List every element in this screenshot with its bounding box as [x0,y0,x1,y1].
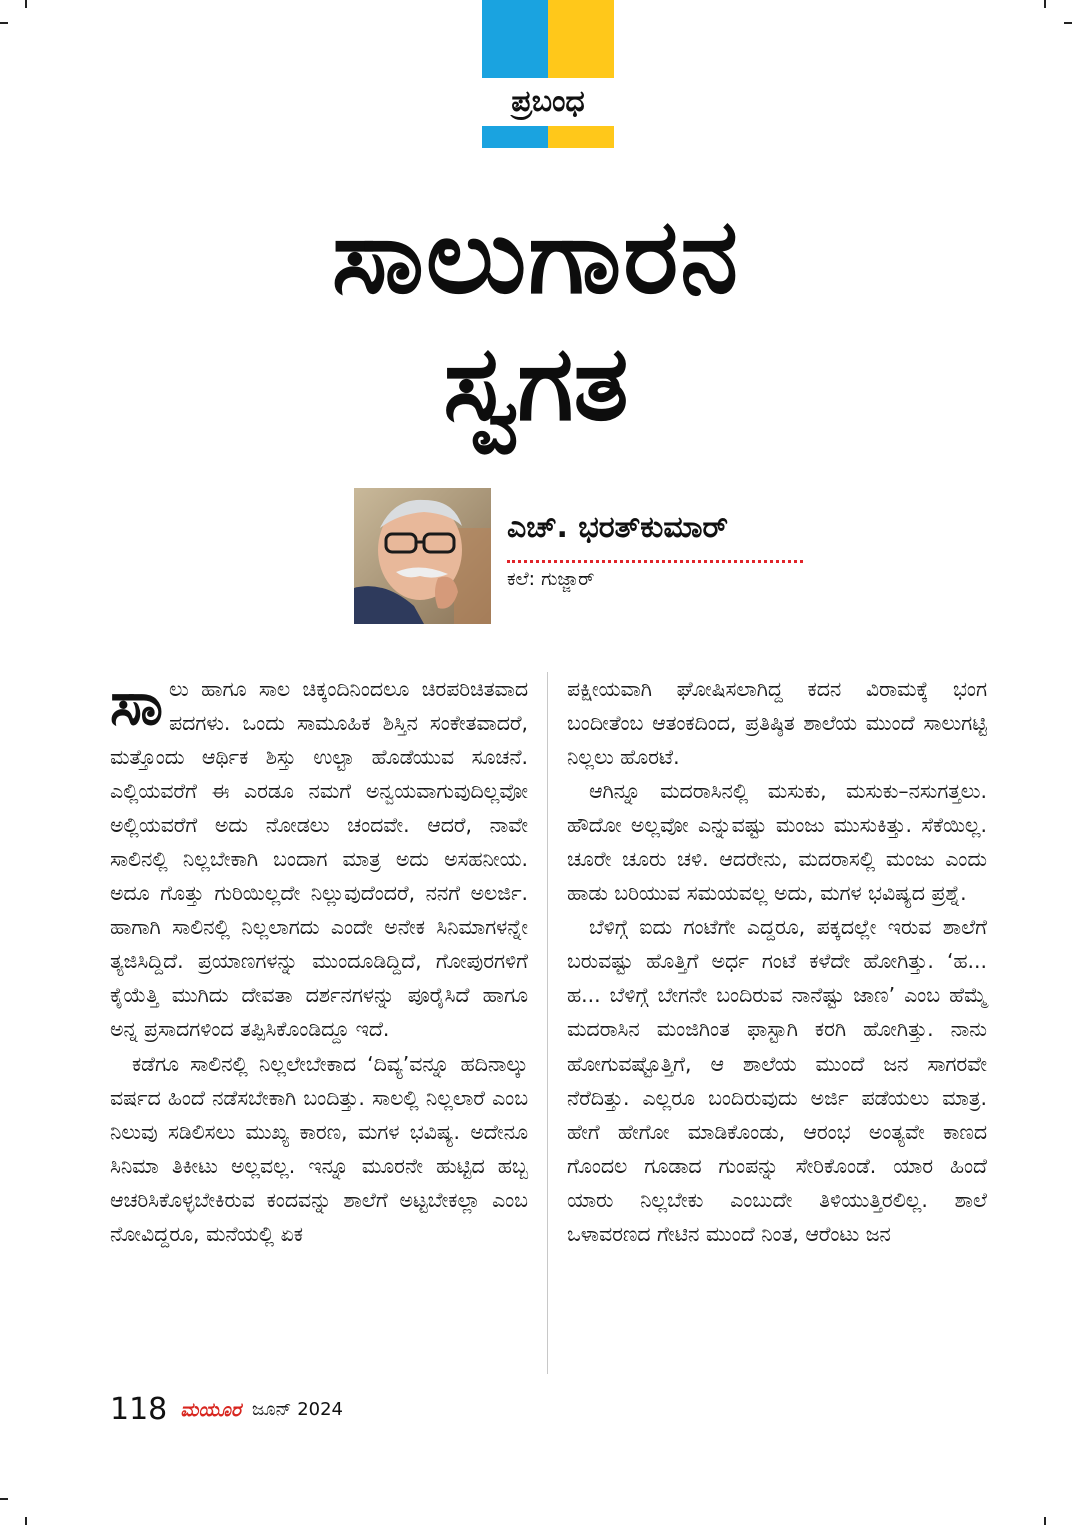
section-label: ಪ್ರಬಂಧ [482,78,614,126]
author-photo [354,488,491,624]
article-column-right [567,672,987,1251]
badge-yellow-strip [548,126,614,148]
crop-mark [0,1498,8,1500]
crop-mark [1044,0,1046,8]
article-title-line2: ಸ್ವಗತ [443,322,629,444]
crop-mark [1064,22,1072,24]
issue-date: ಜೂನ್ 2024 [252,1399,343,1420]
article-title-line1: ಸಾಲುಗಾರನ [331,195,741,317]
artist-credit: ಕಲೆ: ಗುಜ್ಜಾರ್ [507,568,595,590]
page-footer [110,1392,343,1427]
crop-mark [25,1517,27,1525]
paragraph-text: ಲು ಹಾಗೂ ಸಾಲ ಚಿಕ್ಕಂದಿನಿಂದಲೂ ಚಿರಪರಿಚಿತವಾದ ಪದಗಳು. ಒಂದು ಸಾಮೂಹಿಕ ಶಿಸ್ತಿನ ಸಂಕೇತವಾದರೆ, ಮತ್ತೊಂದು ಆರ್ಥಿಕ ಶಿಸ್ತು ಉಲ್ಟಾ ಹೊಡೆಯುವ ಸೂಚನೆ. ಎಲ್ಲಿಯವರೆಗೆ ಈ ಎರಡೂ ನಮಗೆ ಅನ್ವಯವಾಗುವುದಿಲ್ಲವೋ ಅಲ್ಲಿಯವರೆಗೆ ಅದು ನೋಡಲು ಚಂದವೇ. ಆದರೆ, ನಾವೇ ಸಾಲಿನಲ್ಲಿ ನಿಲ್ಲಬೇಕಾಗಿ ಬಂದಾಗ ಮಾತ್ರ ಅದು ಅಸಹನೀಯ. ಅದೂ ಗೊತ್ತು ಗುರಿಯಿಲ್ಲದೇ ನಿಲ್ಲುವುದೆಂದರೆ, ನನಗೆ ಅಲರ್ಜಿ. ಹಾಗಾಗಿ ಸಾಲಿನಲ್ಲಿ ನಿಲ್ಲಲಾಗದು ಎಂದೇ ಅನೇಕ ಸಿನಿಮಾಗಳನ್ನೇ ತ್ಯಜಿಸಿದ್ದಿದೆ. ಪ್ರಯಾಣಗಳನ್ನು ಮುಂದೂಡಿದ್ದಿದೆ, ಗೋಪುರಗಳಿಗೆ ಕೈಯೆತ್ತಿ ಮುಗಿದು ದೇವತಾ ದರ್ಶನಗಳನ್ನು ಪೂರೈಸಿದೆ ಹಾಗೂ ಅನ್ನ ಪ್ರಸಾದಗಳಿಂದ ತಪ್ಪಿಸಿಕೊಂಡಿದ್ದೂ ಇದೆ. [110,677,528,1042]
page-number: 118 [110,1392,168,1427]
article-paragraph: ಆಗಿನ್ನೂ ಮದರಾಸಿನಲ್ಲಿ ಮಸುಕು, ಮಸುಕು–ನಸುಗತ್ತಲು. ಹೌದೋ ಅಲ್ಲವೋ ಎನ್ನುವಷ್ಟು ಮಂಜು ಮುಸುಕಿತ್ತು. ಸೆಕೆಯಿಲ್ಲ. ಚೂರೇ ಚೂರು ಚಳಿ. ಆದರೇನು, ಮದರಾಸಲ್ಲಿ ಮಂಜು ಎಂದು ಹಾಡು ಬರಿಯುವ ಸಮಯವಲ್ಲ ಅದು, ಮಗಳ ಭವಿಷ್ಯದ ಪ್ರಶ್ನೆ. [567,779,987,906]
column-divider [547,672,548,1374]
article-paragraph [110,669,528,1047]
badge-blue-block [482,0,548,78]
badge-blue-strip [482,126,548,148]
article-paragraph: ಬೆಳಿಗ್ಗೆ ಐದು ಗಂಟೆಗೇ ಎದ್ದರೂ, ಪಕ್ಕದಲ್ಲೇ ಇರುವ ಶಾಲೆಗೆ ಬರುವಷ್ಟು ಹೊತ್ತಿಗೆ ಅರ್ಧ ಗಂಟೆ ಕಳೆದೇ ಹೋಗಿತ್ತು. ‘ಹ... ಹ... ಬೆಳಿಗ್ಗೆ ಬೇಗನೇ ಬಂದಿರುವ ನಾನೆಷ್ಟು ಜಾಣ’ ಎಂಬ ಹೆಮ್ಮೆ ಮದರಾಸಿನ ಮಂಜಿಗಿಂತ ಫಾಸ್ಟಾಗಿ ಕರಗಿ ಹೋಗಿತ್ತು. ನಾನು ಹೋಗುವಷ್ಟೊತ್ತಿಗೆ, ಆ ಶಾಲೆಯ ಮುಂದೆ ಜನ ಸಾಗರವೇ ನೆರೆದಿತ್ತು. ಎಲ್ಲರೂ ಬಂದಿರುವುದು ಅರ್ಜಿ ಪಡೆಯಲು ಮಾತ್ರ. ಹೇಗೆ ಹೇಗೋ ಮಾಡಿಕೊಂಡು, ಆರಂಭ ಅಂತ್ಯವೇ ಕಾಣದ ಗೊಂದಲ ಗೂಡಾದ ಗುಂಪನ್ನು ಸೇರಿಕೊಂಡೆ. ಯಾರ ಹಿಂದೆ ಯಾರು ನಿಲ್ಲಬೇಕು ಎಂಬುದೇ ತಿಳಿಯುತ್ತಿರಲಿಲ್ಲ. ಶಾಲೆ ಒಳಾವರಣದ ಗೇಟಿನ ಮುಂದೆ ನಿಂತ, ಆರೆಂಟು ಜನ [567,915,987,1246]
crop-mark [1044,1517,1046,1525]
author-divider [507,560,803,563]
section-badge [482,0,614,148]
article-column-left [110,669,528,1251]
badge-yellow-block [548,0,614,78]
crop-mark [0,22,8,24]
article-paragraph: ಪಕ್ಷೀಯವಾಗಿ ಘೋಷಿಸಲಾಗಿದ್ದ ಕದನ ವಿರಾಮಕ್ಕೆ ಭಂಗ ಬಂದೀತೆಂಬ ಆತಂಕದಿಂದ, ಪ್ರತಿಷ್ಠಿತ ಶಾಲೆಯ ಮುಂದೆ ಸಾಲುಗಟ್ಟಿ ನಿಲ್ಲಲು ಹೊರಟೆ. [567,677,987,770]
article-paragraph: ಕಡೆಗೂ ಸಾಲಿನಲ್ಲಿ ನಿಲ್ಲಲೇಬೇಕಾದ ‘ದಿವ್ಯ’ವನ್ನೂ ಹದಿನಾಲ್ಕು ವರ್ಷದ ಹಿಂದೆ ನಡೆಸಬೇಕಾಗಿ ಬಂದಿತ್ತು. ಸಾಲಲ್ಲಿ ನಿಲ್ಲಲಾರೆ ಎಂಬ ನಿಲುವು ಸಡಿಲಿಸಲು ಮುಖ್ಯ ಕಾರಣ, ಮಗಳ ಭವಿಷ್ಯ. ಅದೇನೂ ಸಿನಿಮಾ ತಿಕೀಟು ಅಲ್ಲವಲ್ಲ. ಇನ್ನೂ ಮೂರನೇ ಹುಟ್ಟಿದ ಹಬ್ಬ ಆಚರಿಸಿಕೊಳ್ಳಬೇಕಿರುವ ಕಂದವನ್ನು ಶಾಲೆಗೆ ಅಟ್ಟಬೇಕಲ್ಲಾ ಎಂಬ ನೋವಿದ್ದರೂ, ಮನೆಯಲ್ಲಿ ಏಕ [110,1051,528,1246]
magazine-logo: ಮಯೂರ [180,1398,241,1421]
author-name: ಎಚ್‌. ಭರತ್‌ಕುಮಾರ್ [507,510,729,545]
crop-mark [25,0,27,8]
drop-cap: ಸಾ [110,669,164,739]
